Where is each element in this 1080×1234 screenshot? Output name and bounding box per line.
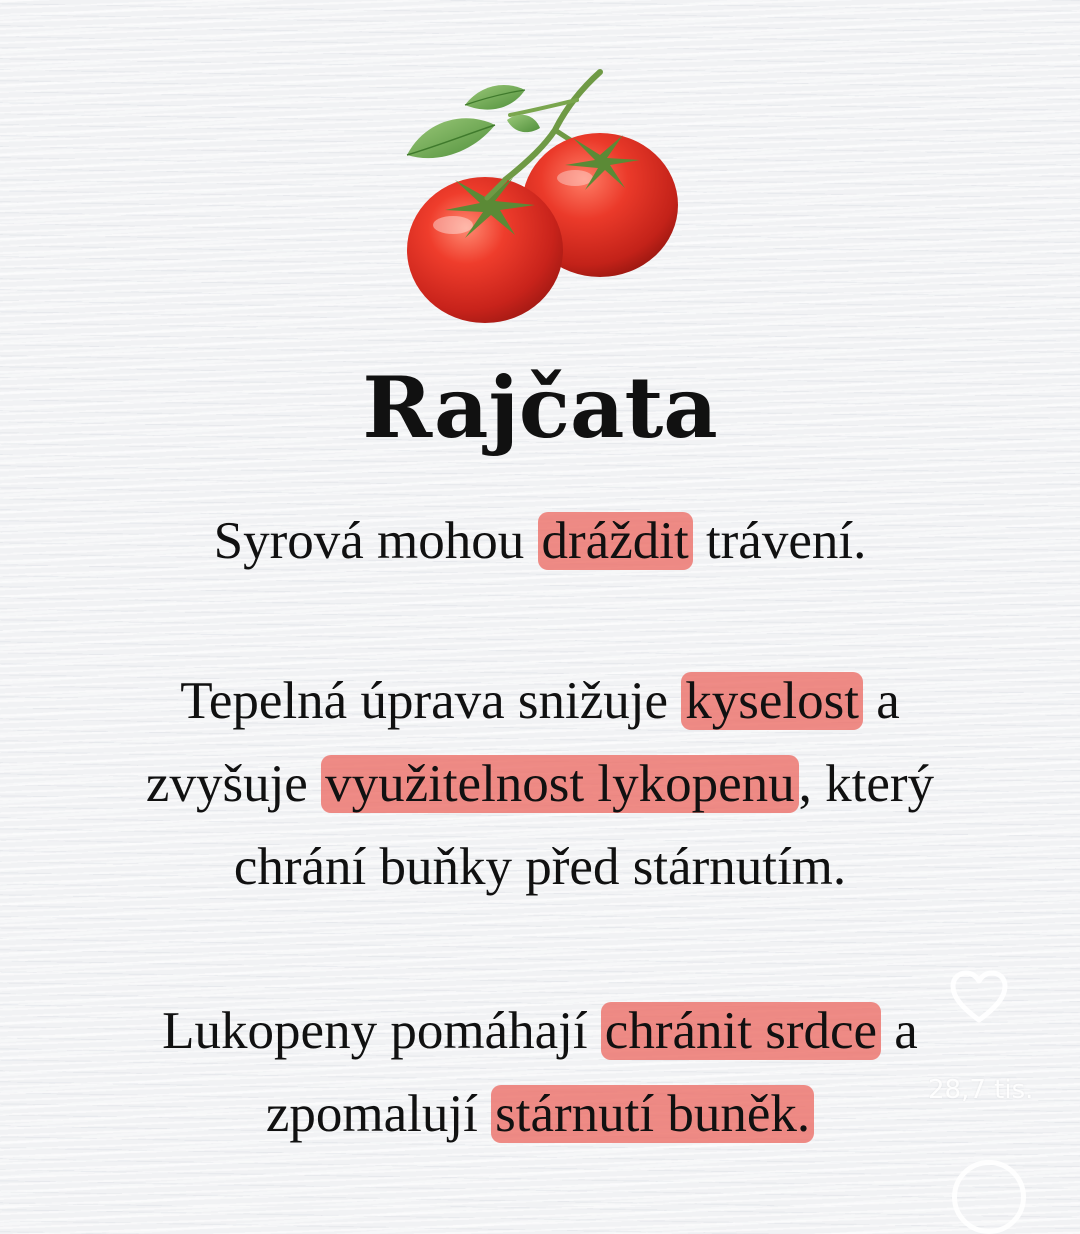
highlighted-phrase: využitelnost lykopenu [321, 755, 799, 813]
text-segment: zvyšuje [145, 755, 322, 813]
paragraph-heat-treatment [0, 660, 1080, 909]
highlighted-phrase: kyselost [681, 672, 863, 730]
paragraph-line [0, 660, 1080, 743]
highlighted-phrase: chránit srdce [601, 1002, 881, 1060]
paragraph-lycopene-benefits [0, 990, 1080, 1156]
text-segment: zpomalují [265, 1085, 492, 1143]
tomato-illustration [395, 60, 695, 340]
paragraph-line [0, 1073, 1080, 1156]
text-segment: trávení. [692, 512, 867, 570]
page-title: Rajčata [362, 358, 718, 457]
paragraph-line [0, 990, 1080, 1073]
highlighted-phrase: dráždit [538, 512, 693, 570]
paragraph-line [0, 743, 1080, 826]
heart-outline-icon [950, 970, 1008, 1024]
highlighted-phrase: stárnutí buněk. [491, 1085, 814, 1143]
like-count: 28,7 tis. [928, 1075, 1034, 1105]
text-segment: Tepelná úprava snižuje [180, 672, 682, 730]
text-segment: , který [798, 755, 935, 813]
paragraph-raw-tomatoes [0, 500, 1080, 583]
paragraph-line: chrání buňky před stárnutím. [233, 838, 847, 896]
text-segment: Syrová mohou [213, 512, 538, 570]
text-segment: a [881, 1002, 918, 1060]
text-segment: Lukopeny pomáhají [162, 1002, 601, 1060]
comment-button[interactable] [952, 1160, 1026, 1234]
paragraph-line [0, 500, 1080, 583]
tomato-icon [395, 60, 695, 340]
text-segment: a [863, 672, 900, 730]
like-button[interactable] [950, 970, 1008, 1024]
